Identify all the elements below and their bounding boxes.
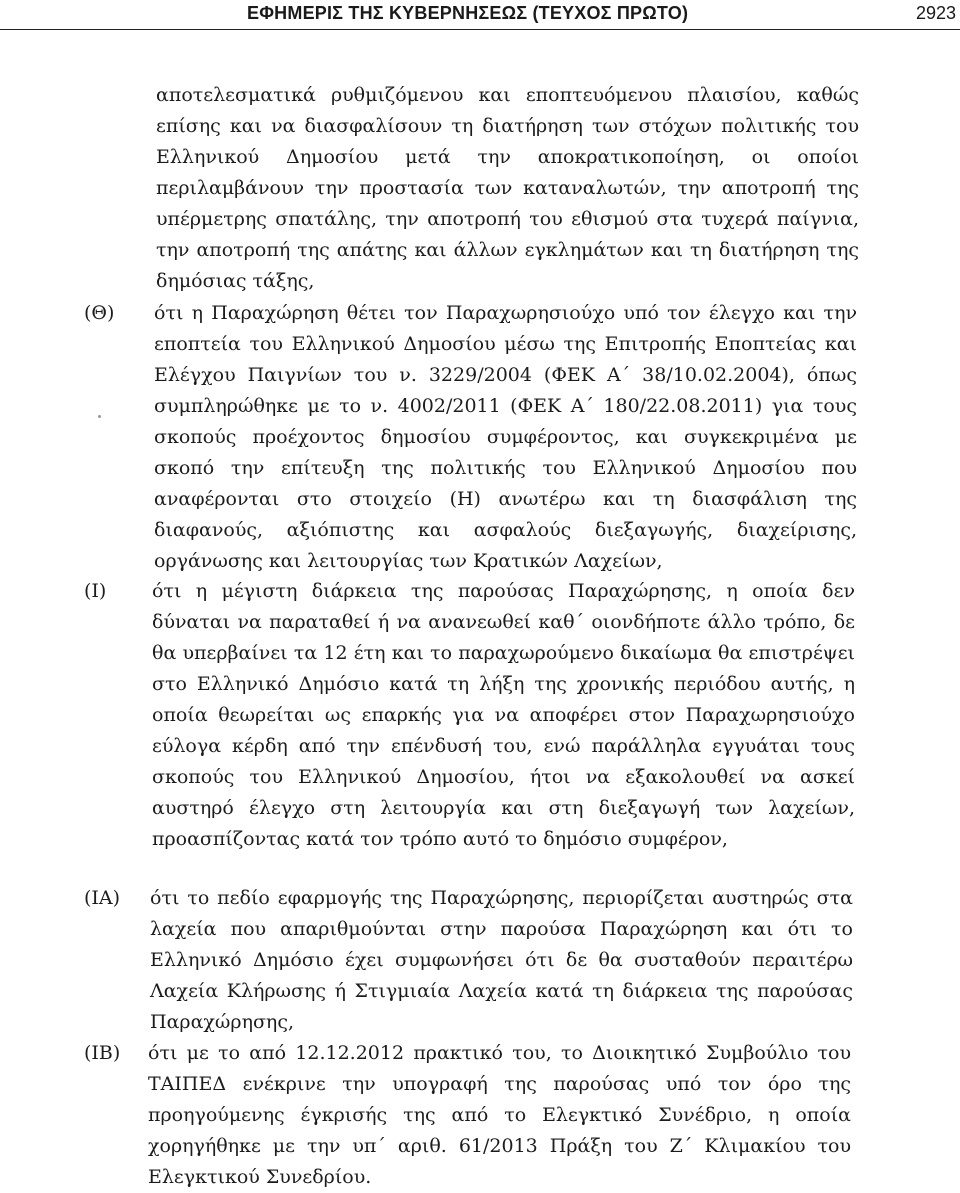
intro-text: αποτελεσματικά ρυθμιζόμενου και εποπτευόμενου πλαισίου, καθώς επίσης και να διασφαλίσουν τη διατήρηση των στόχων πολιτικής του Ελληνικού Δημοσίου μετά την αποκρατικοποίηση, οι οποίοι περιλαμβάνουν την προστασία των καταναλωτών, την αποτροπή της υπέρμετρης σπατάλης, την αποτροπή του εθισμού στα τυχερά παίγνια, την αποτροπή της απάτης και άλλων εγκλημάτων και τη διατήρηση της δημόσιας τάξης,	[156, 84, 859, 292]
clause-theta-text: ότι η Παραχώρηση θέτει τον Παραχωρησιούχο υπό τον έλεγχο και την εποπτεία του Ελληνικού Δημοσίου μέσω της Επιτροπής Εποπτείας και Ελέγχου Παιγνίων του ν. 3229/2004 (ΦΕΚ Α΄ 38/10.02.2004), όπως συμπληρώθηκε με το ν. 4002/2011 (ΦΕΚ Α΄ 180/22.08.2011) για τους σκοπούς προέχοντος δημοσίου συμφέροντος, και συγκεκριμένα με σκοπό την επίτευξη της πολιτικής του Ελληνικού Δημοσίου που αναφέρονται στο στοιχείο (Η) ανωτέρω και τη διασφάλιση της διαφανούς, αξιόπιστης και ασφαλούς διεξαγωγής, διαχείρισης, οργάνωσης και λειτουργίας των Κρατικών Λαχείων,	[154, 302, 857, 572]
clause-iota-alpha-text: ότι το πεδίο εφαρμογής της Παραχώρησης, περιορίζεται αυστηρώς στα λαχεία που απαριθμούνται στην παρούσα Παραχώρηση και ότι το Ελληνικό Δημόσιο έχει συμφωνήσει ότι δε θα συσταθούν περαιτέρω Λαχεία Κλήρωσης ή Στιγμιαία Λαχεία κατά τη διάρκεια της παρούσας Παραχώρησης,	[150, 887, 853, 1033]
gazette-title: ΕΦΗΜΕΡΙΣ ΤΗΣ ΚΥΒΕΡΝΗΣΕΩΣ (ΤΕΥΧΟΣ ΠΡΩΤΟ)	[247, 3, 689, 23]
scan-speck	[98, 415, 101, 418]
clause-iota	[152, 576, 855, 855]
clause-label-theta: (Θ)	[84, 302, 115, 324]
clause-iota-beta	[148, 1038, 851, 1193]
clause-iota-beta-text: ότι με το από 12.12.2012 πρακτικό του, το Διοικητικό Συμβούλιο του ΤΑΙΠΕΔ ενέκρινε την υπογραφή της παρούσας υπό τον όρο της προηγούμενης έγκρισής της από το Ελεγκτικό Συνέδριο, η οποία χορηγήθηκε με την υπ΄ αριθ. 61/2013 Πράξη του Ζ΄ Κλιμακίου του Ελεγκτικού Συνεδρίου.	[148, 1042, 851, 1188]
clause-label-iota-alpha: (ΙΑ)	[84, 887, 121, 909]
clause-iota-text: ότι η μέγιστη διάρκεια της παρούσας Παραχώρησης, η οποία δεν δύναται να παραταθεί ή να ανανεωθεί καθ΄ οιονδήποτε άλλο τρόπο, δε θα υπερβαίνει τα 12 έτη και το παραχωρούμενο δικαίωμα θα επιστρέψει στο Ελληνικό Δημόσιο κατά τη λήξη της χρονικής περιόδου αυτής, η οποία θεωρείται ως επαρκής για να αποφέρει στον Παραχωρησιούχο εύλογα κέρδη από την επένδυσή του, ενώ παράλληλα εγγυάται τους σκοπούς του Ελληνικού Δημοσίου, ήτοι να εξακολουθεί να ασκεί αυστηρό έλεγχο στη λειτουργία και στη διεξαγωγή των λαχείων, προασπίζοντας κατά τον τρόπο αυτό το δημόσιο συμφέρον,	[152, 580, 855, 850]
page-number: 2923	[915, 3, 956, 23]
intro-paragraph	[156, 80, 859, 297]
clause-label-iota-beta: (ΙΒ)	[84, 1042, 121, 1064]
page-header	[0, 0, 960, 30]
scanned-document-body	[0, 31, 960, 1192]
clause-label-iota: (Ι)	[84, 580, 107, 602]
clause-iota-alpha	[150, 883, 853, 1038]
clause-theta	[154, 298, 857, 577]
